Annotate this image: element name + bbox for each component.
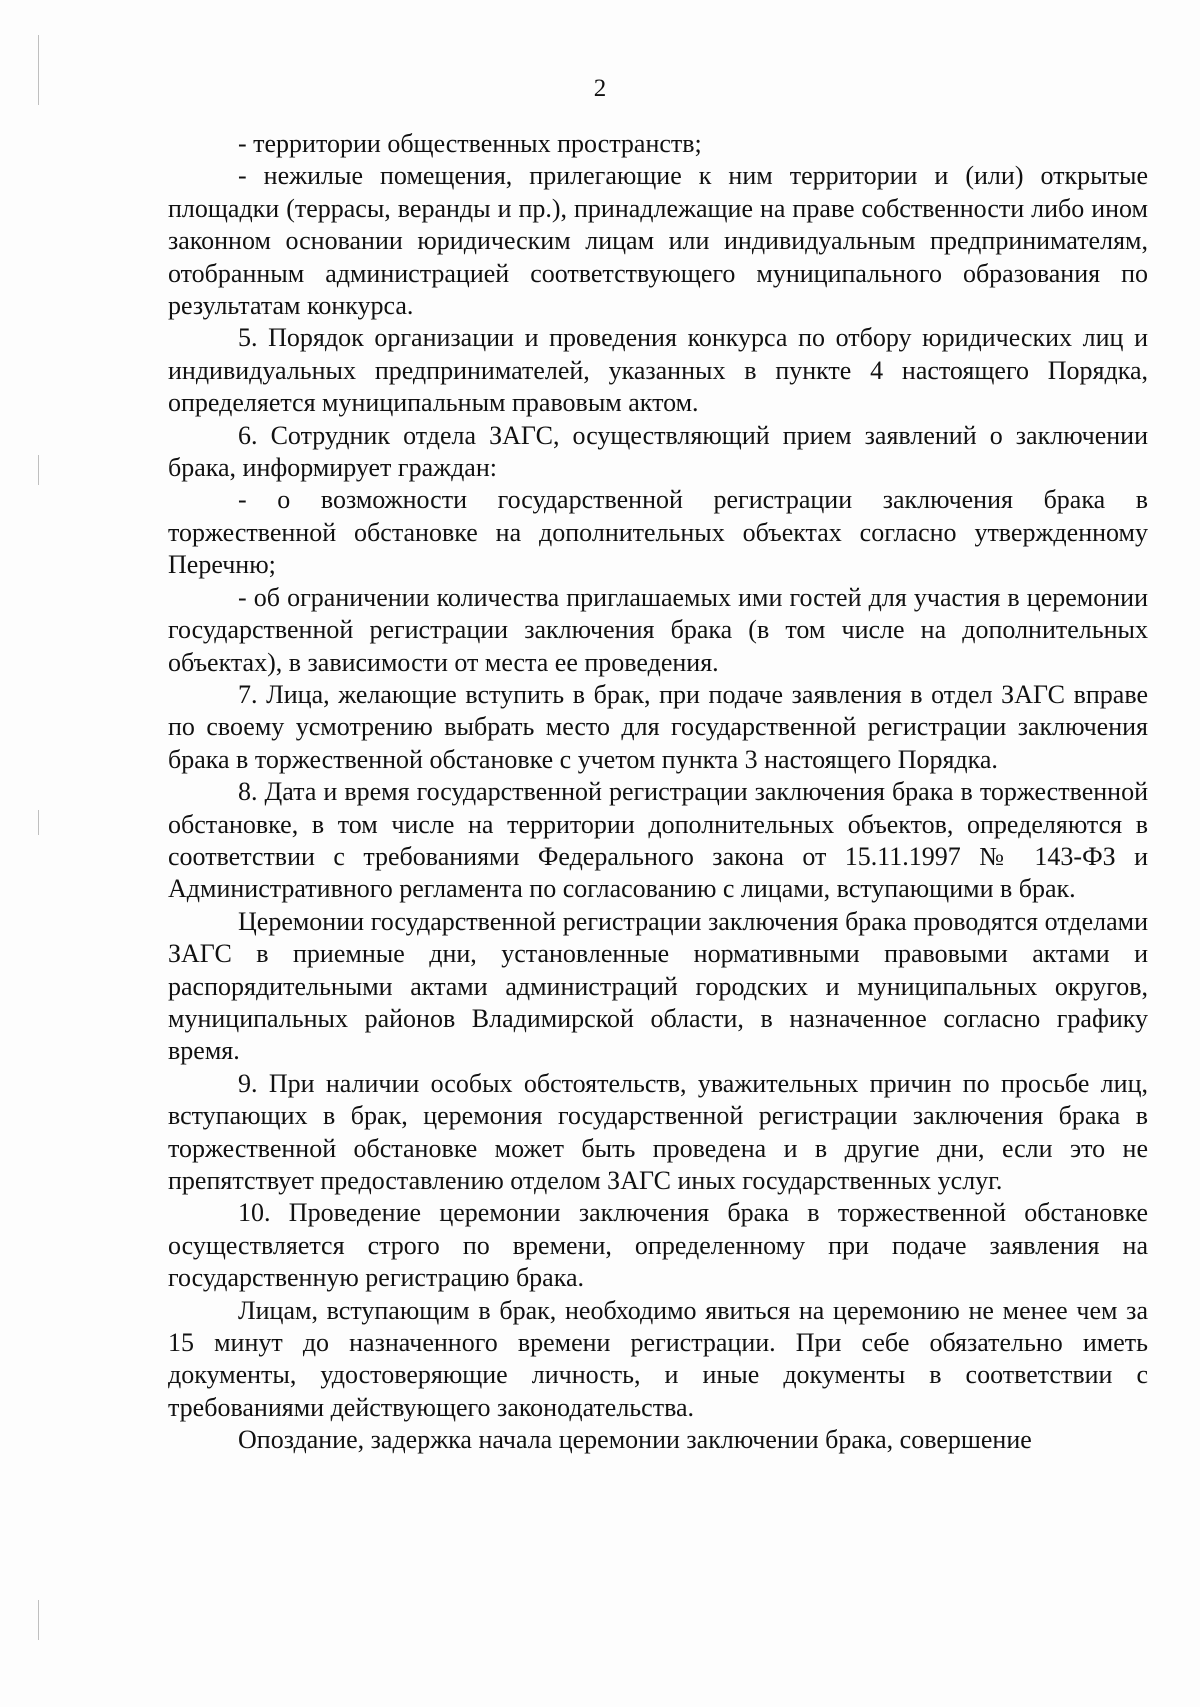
paragraph-item-7: 7. Лица, желающие вступить в брак, при подаче заявления в отдел ЗАГС вправе по своему усмотрению выбрать место для государственной регистрации заключения брака в торжественной обстановке с учетом пункта 3 настоящего Порядка. <box>168 679 1148 774</box>
paragraph-item-6-bullet-1: - о возможности государственной регистрации заключения брака в торжественной обстановке на дополнительных объектах согласно утвержденному Перечню; <box>168 485 1148 580</box>
scan-edge-mark <box>38 455 39 485</box>
paragraph-item-6: 6. Сотрудник отдела ЗАГС, осуществляющий прием заявлений о заключении брака, информирует граждан: <box>168 420 1148 483</box>
scan-edge-mark <box>38 1600 39 1640</box>
paragraph-item-10: 10. Проведение церемонии заключения брака в торжественной обстановке осуществляется строго по времени, определенному при подаче заявления на государственную регистрацию брака. <box>168 1198 1148 1293</box>
paragraph-item-8: 8. Дата и время государственной регистрации заключения брака в торжественной обстановке, в том числе на территории дополнительных объектов, определяются в соответствии с требованиями Федерального закона от 15.11.1997 № 143-ФЗ и Административного регламента по согласованию с лицами, вступающими в брак. <box>168 777 1148 904</box>
document-body <box>168 128 1148 1457</box>
paragraph-item-6-bullet-2: - об ограничении количества приглашаемых ими гостей для участия в церемонии государственной регистрации заключения брака (в том числе на дополнительных объектах), в зависимости от места ее проведения. <box>168 582 1148 677</box>
paragraph-public-spaces: - территории общественных пространств; <box>238 129 702 158</box>
paragraph-nonresidential-premises: - нежилые помещения, прилегающие к ним территории и (или) открытые площадки (террасы, веранды и пр.), принадлежащие на праве собственности либо ином законном основании юридическим лицам или индивидуальным предпринимателям, отобранным администрацией соответствующего муниципального образования по результатам конкурса. <box>168 161 1148 321</box>
paragraph-item-8-ceremonies: Церемонии государственной регистрации заключения брака проводятся отделами ЗАГС в приемные дни, установленные нормативными правовыми актами и распорядительными актами администраций городских и муниципальных округов, муниципальных районов Владимирской области, в назначенное согласно графику время. <box>168 906 1148 1066</box>
scan-edge-mark <box>38 810 39 835</box>
paragraph-item-9: 9. При наличии особых обстоятельств, уважительных причин по просьбе лиц, вступающих в брак, церемония государственной регистрации заключения брака в торжественной обстановке может быть проведена и в другие дни, если это не препятствует предоставлению отделом ЗАГС иных государственных услуг. <box>168 1068 1148 1195</box>
page-number: 2 <box>593 75 607 102</box>
paragraph-item-10-arrival: Лицам, вступающим в брак, необходимо явиться на церемонию не менее чем за 15 минут до назначенного времени регистрации. При себе обязательно иметь документы, удостоверяющие личность, и иные документы в соответствии с требованиями действующего законодательства. <box>168 1295 1148 1422</box>
paragraph-item-5: 5. Порядок организации и проведения конкурса по отбору юридических лиц и индивидуальных предпринимателей, указанных в пункте 4 настоящего Порядка, определяется муниципальным правовым актом. <box>168 323 1148 418</box>
paragraph-item-10-lateness: Опоздание, задержка начала церемонии заключении брака, совершение <box>238 1425 1032 1455</box>
